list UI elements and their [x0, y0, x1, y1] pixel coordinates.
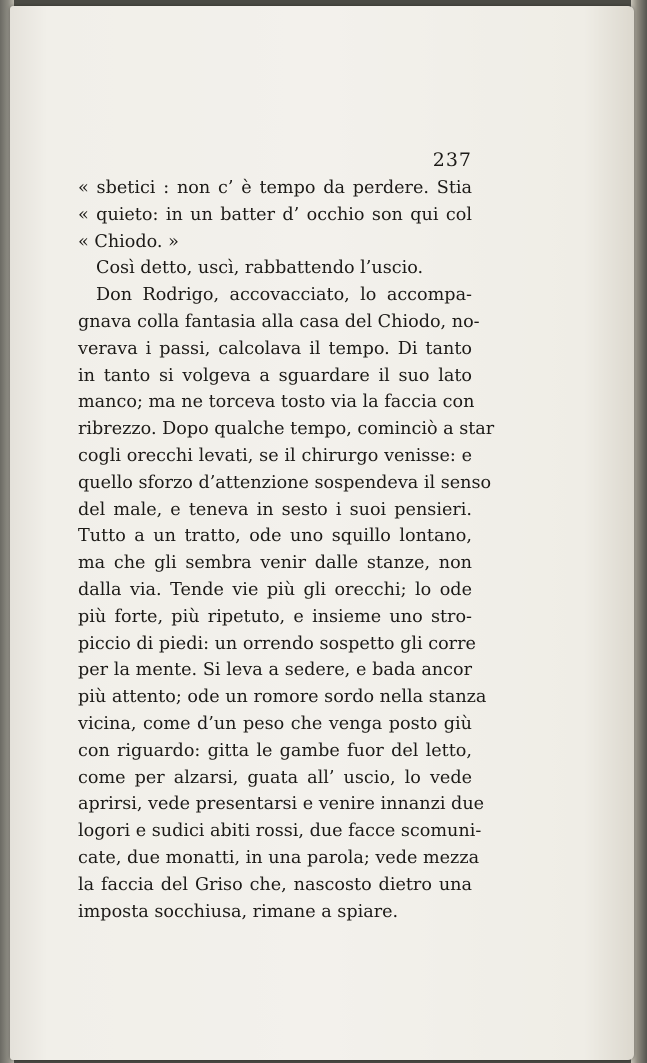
text-line: la faccia del Griso che, nascosto dietro una: [78, 874, 472, 895]
text-line: più attento; ode un romore sordo nella stanza: [78, 687, 487, 708]
text-line: piccio di piedi: un orrendo sospetto gli corre: [78, 633, 476, 654]
text-line: verava i passi, calcolava il tempo. Di tanto: [78, 338, 472, 359]
text-line: ribrezzo. Dopo qualche tempo, cominciò a star: [78, 419, 495, 440]
text-line: gnava colla fantasia alla casa del Chiodo, no-: [78, 311, 480, 332]
text-line: come per alzarsi, guata all’ uscio, lo vede: [78, 767, 472, 788]
text-line: quello sforzo d’attenzione sospendeva il senso: [78, 472, 492, 493]
text-line: imposta socchiusa, rimane a spiare.: [78, 901, 399, 922]
text-line: Don Rodrigo, accovacciato, lo accompa-: [96, 285, 472, 306]
text-line: « Chiodo. »: [78, 231, 179, 252]
text-line: manco; ma ne torceva tosto via la faccia con: [78, 392, 475, 413]
page-number: 237: [432, 149, 472, 171]
text-line: « sbetici : non c’ è tempo da perdere. Stia: [78, 178, 472, 198]
text-line: più forte, più ripetuto, e insieme uno stro-: [78, 606, 472, 627]
page-text: [78, 148, 495, 925]
text-line: Così detto, uscì, rabbattendo l’uscio.: [96, 258, 424, 279]
text-line: aprirsi, vede presentarsi e venire innanzi due: [78, 794, 485, 815]
text-line: dalla via. Tende vie più gli orecchi; lo ode: [78, 579, 472, 600]
text-lines: [78, 175, 495, 925]
book-page: [10, 6, 634, 1060]
text-line: con riguardo: gitta le gambe fuor del letto,: [78, 740, 472, 761]
text-line: vicina, come d’un peso che venga posto giù: [78, 713, 472, 734]
text-line: cogli orecchi levati, se il chirurgo venisse: e: [78, 445, 472, 466]
text-line: cate, due monatti, in una parola; vede mezza: [78, 847, 480, 868]
text-line: in tanto si volgeva a sguardare il suo lato: [78, 365, 472, 386]
text-line: del male, e teneva in sesto i suoi pensieri.: [78, 499, 472, 520]
text-line: per la mente. Si leva a sedere, e bada ancor: [78, 660, 472, 681]
text-line: logori e sudici abiti rossi, due facce scomuni-: [78, 821, 482, 842]
text-line: Tutto a un tratto, ode uno squillo lontano,: [78, 526, 472, 547]
text-line: « quieto: in un batter d’ occhio son qui col: [78, 204, 472, 225]
text-line: ma che gli sembra venir dalle stanze, non: [78, 553, 472, 574]
